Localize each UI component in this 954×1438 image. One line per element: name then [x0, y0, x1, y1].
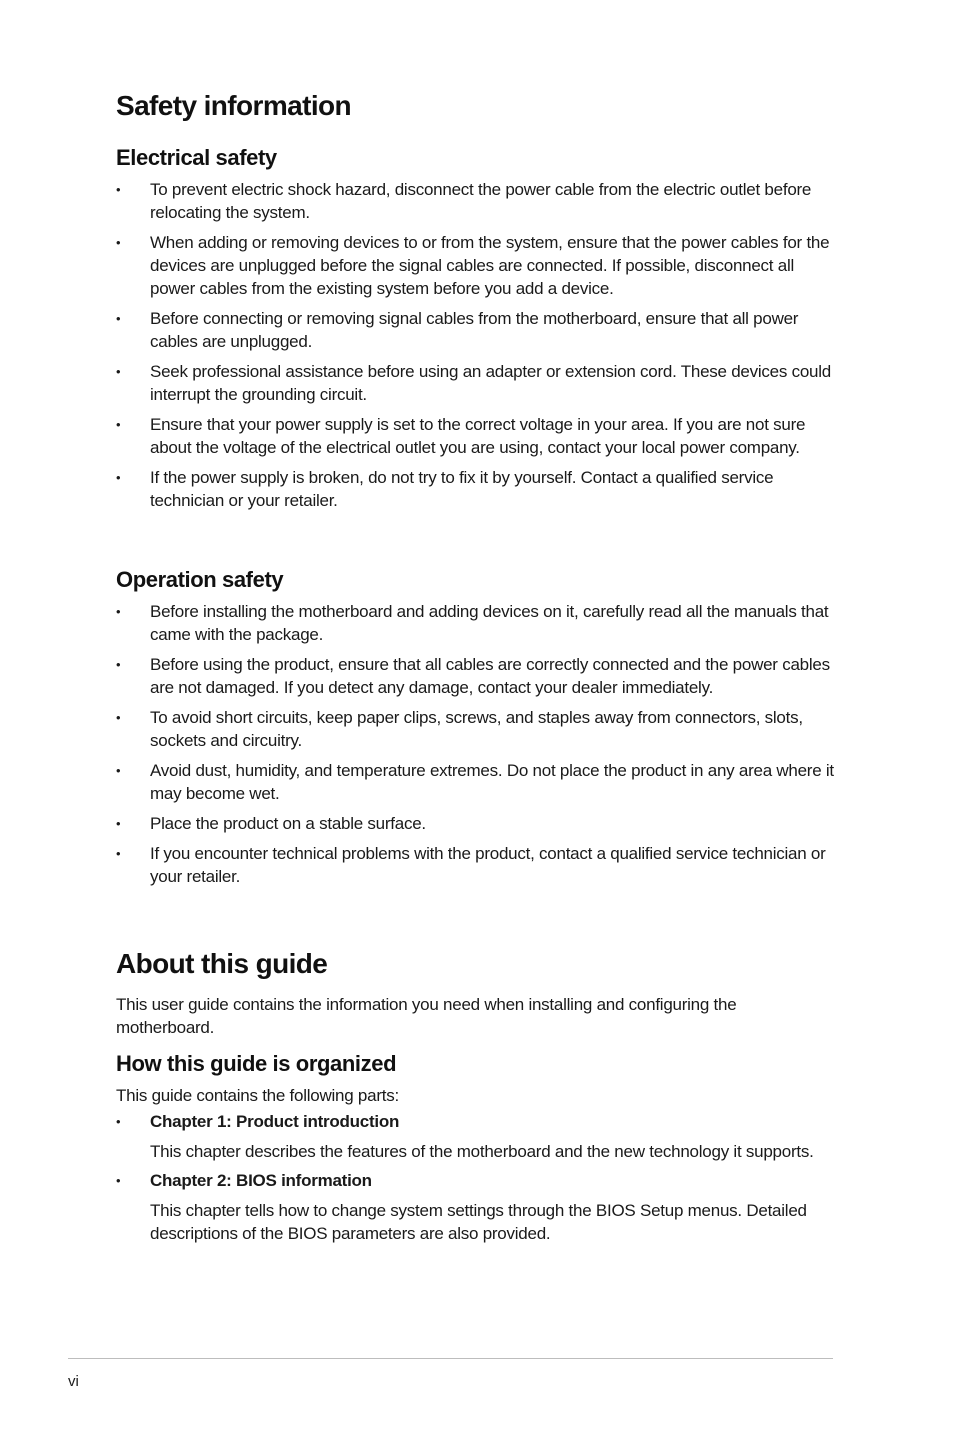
list-item: • To avoid short circuits, keep paper clips, screws, and staples away from connectors, slots, sockets and circuitry. [116, 708, 803, 750]
safety-information-title: Safety information [116, 90, 352, 121]
about-this-guide-title: About this guide [116, 948, 328, 979]
chapter-item [116, 1110, 836, 1163]
chapter-list [116, 1110, 836, 1251]
bullet-icon: • [116, 657, 121, 672]
list-item: • Ensure that your power supply is set to the correct voltage in your area. If you are not sure about the voltage of the electrical outlet you are using, contact your local power company. [116, 415, 806, 457]
bullet-icon: • [116, 470, 121, 485]
bullet-icon: • [116, 364, 121, 379]
bullet-icon: • [116, 182, 121, 197]
electrical-safety-heading: Electrical safety [116, 145, 277, 170]
chapter-item [116, 1169, 836, 1245]
list-item: • Place the product on a stable surface. [116, 814, 426, 833]
list-item: • Avoid dust, humidity, and temperature extremes. Do not place the product in any area where it may become wet. [116, 761, 834, 803]
bullet-icon: • [116, 311, 121, 326]
bullet-icon: • [116, 1114, 121, 1129]
electrical-safety-list [116, 178, 836, 519]
operation-safety-list [116, 600, 836, 895]
about-intro-paragraph: This user guide contains the information you need when installing and configuring the motherboard. [116, 995, 737, 1037]
guide-organization-heading: How this guide is organized [116, 1051, 397, 1076]
bullet-icon: • [116, 846, 121, 861]
list-item: • Before connecting or removing signal cables from the motherboard, ensure that all power cables are unplugged. [116, 309, 799, 351]
chapter-title: Chapter 1: Product introduction [150, 1112, 400, 1131]
operation-safety-heading: Operation safety [116, 567, 284, 592]
footer-divider [68, 1358, 833, 1359]
bullet-icon: • [116, 1173, 121, 1188]
chapter-description: This chapter tells how to change system settings through the BIOS Setup menus. Detailed descriptions of the BIOS parameters are also provided. [150, 1201, 807, 1243]
list-item: • If you encounter technical problems with the product, contact a qualified service technician or your retailer. [116, 844, 826, 886]
bullet-icon: • [116, 235, 121, 250]
bullet-icon: • [116, 816, 121, 831]
list-item: • Before using the product, ensure that all cables are correctly connected and the power cables are not damaged. If you detect any damage, contact your dealer immediately. [116, 655, 830, 697]
bullet-icon: • [116, 710, 121, 725]
list-item: • Before installing the motherboard and adding devices on it, carefully read all the manuals that came with the package. [116, 602, 829, 644]
list-item: • When adding or removing devices to or from the system, ensure that the power cables for the devices are unplugged before the signal cables are connected. If possible, disconnect all power cables from the existing system before you add a device. [116, 233, 830, 298]
guide-parts-intro: This guide contains the following parts: [116, 1086, 399, 1105]
list-item: • Seek professional assistance before using an adapter or extension cord. These devices could interrupt the grounding circuit. [116, 362, 831, 404]
bullet-icon: • [116, 763, 121, 778]
bullet-icon: • [116, 417, 121, 432]
page-number: vi [68, 1373, 79, 1390]
chapter-description: This chapter describes the features of the motherboard and the new technology it supports. [150, 1142, 814, 1161]
bullet-icon: • [116, 604, 121, 619]
list-item: • If the power supply is broken, do not try to fix it by yourself. Contact a qualified service technician or your retailer. [116, 468, 774, 510]
list-item: • To prevent electric shock hazard, disconnect the power cable from the electric outlet before relocating the system. [116, 180, 812, 222]
chapter-title: Chapter 2: BIOS information [150, 1171, 372, 1190]
